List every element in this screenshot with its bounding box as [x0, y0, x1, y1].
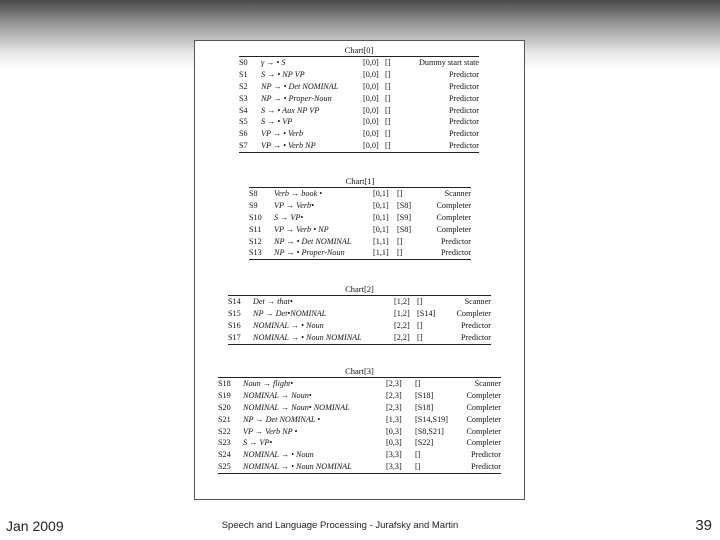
- operation: Completer: [466, 390, 501, 400]
- state-id: S14: [228, 297, 241, 306]
- backpointers: []: [415, 379, 421, 388]
- backpointers: []: [385, 141, 391, 151]
- chart-state-row: [239, 140, 479, 152]
- state-id: S8: [249, 189, 258, 198]
- chart-state-row: [228, 332, 491, 344]
- span-position: [0,3]: [386, 426, 402, 436]
- dotted-rule: S → VP•: [274, 212, 304, 222]
- operation: Scanner: [464, 297, 491, 306]
- chart-state-row: [228, 320, 491, 332]
- state-id: S10: [249, 212, 262, 222]
- span-position: [0,3]: [386, 438, 402, 448]
- state-id: S16: [228, 320, 241, 330]
- chart-title: Chart[0]: [239, 45, 479, 57]
- chart-state-row: [239, 81, 479, 93]
- chart-rows: [249, 188, 471, 260]
- backpointers: []: [415, 462, 421, 472]
- dotted-rule: NOMINAL → • Noun: [253, 320, 324, 330]
- chart-rows: [228, 296, 491, 345]
- chart-3: [218, 366, 501, 474]
- span-position: [0,0]: [363, 129, 379, 139]
- state-id: S0: [239, 58, 248, 67]
- span-position: [3,3]: [386, 450, 402, 460]
- state-id: S3: [239, 93, 248, 103]
- state-id: S23: [218, 438, 231, 448]
- state-id: S13: [249, 248, 262, 258]
- span-position: [1,2]: [394, 297, 410, 306]
- span-position: [3,3]: [386, 462, 402, 472]
- backpointers: [S18]: [415, 402, 434, 412]
- state-id: S20: [218, 402, 231, 412]
- state-id: S7: [239, 141, 248, 151]
- backpointers: []: [397, 236, 403, 246]
- span-position: [1,1]: [373, 248, 389, 258]
- chart-state-row: [218, 378, 501, 390]
- span-position: [0,0]: [363, 105, 379, 115]
- state-id: S21: [218, 414, 231, 424]
- dotted-rule: NP → • Det NOMINAL: [261, 81, 339, 91]
- chart-state-row: [249, 247, 471, 259]
- dotted-rule: Noun → flight•: [243, 379, 294, 388]
- chart-state-row: [228, 308, 491, 320]
- dotted-rule: S → • VP: [261, 117, 293, 127]
- dotted-rule: Det → that•: [253, 297, 293, 306]
- operation: Predictor: [470, 450, 501, 460]
- span-position: [0,0]: [363, 81, 379, 91]
- chart-state-row: [228, 296, 491, 308]
- backpointers: []: [385, 129, 391, 139]
- span-position: [2,3]: [386, 402, 402, 412]
- backpointers: [S9]: [397, 212, 412, 222]
- operation: Completer: [456, 308, 491, 318]
- span-position: [0,0]: [363, 69, 379, 79]
- operation: Completer: [466, 414, 501, 424]
- dotted-rule: NOMINAL → • Noun NOMINAL: [253, 332, 362, 342]
- backpointers: []: [417, 297, 423, 306]
- chart-state-row: [218, 437, 501, 449]
- span-position: [2,3]: [386, 379, 402, 388]
- backpointers: []: [385, 93, 391, 103]
- state-id: S24: [218, 450, 231, 460]
- dotted-rule: NP → Det•NOMINAL: [253, 308, 327, 318]
- span-position: [0,1]: [373, 189, 389, 198]
- chart-2: [228, 284, 491, 345]
- span-position: [0,1]: [373, 224, 389, 234]
- dotted-rule: NOMINAL → • Noun NOMINAL: [243, 462, 352, 472]
- operation: Dummy start state: [418, 58, 479, 67]
- earley-chart-figure: [194, 40, 525, 500]
- chart-title: Chart[1]: [249, 176, 471, 188]
- chart-state-row: [239, 57, 479, 69]
- backpointers: []: [415, 450, 421, 460]
- page-number: 39: [695, 517, 712, 534]
- dotted-rule: NOMINAL → Noun• NOMINAL: [243, 402, 350, 412]
- operation: Scanner: [474, 379, 501, 388]
- chart-state-row: [249, 188, 471, 200]
- chart-state-row: [218, 414, 501, 426]
- operation: Predictor: [448, 129, 479, 139]
- dotted-rule: Verb → book •: [274, 189, 323, 198]
- operation: Predictor: [440, 236, 471, 246]
- chart-state-row: [218, 426, 501, 438]
- footer-title: Speech and Language Processing - Jurafsky and Martin: [221, 520, 459, 531]
- chart-0: [239, 45, 479, 153]
- chart-title: Chart[3]: [218, 366, 501, 378]
- chart-state-row: [218, 402, 501, 414]
- state-id: S25: [218, 462, 231, 472]
- operation: Predictor: [448, 69, 479, 79]
- operation: Completer: [436, 224, 471, 234]
- backpointers: [S22]: [415, 438, 434, 448]
- chart-rows: [218, 378, 501, 474]
- operation: Predictor: [460, 332, 491, 342]
- dotted-rule: VP → Verb NP •: [243, 426, 298, 436]
- operation: Predictor: [460, 320, 491, 330]
- state-id: S15: [228, 308, 241, 318]
- operation: Predictor: [448, 93, 479, 103]
- dotted-rule: VP → • Verb NP: [261, 141, 316, 151]
- dotted-rule: NP → Det NOMINAL •: [243, 414, 321, 424]
- backpointers: []: [385, 81, 391, 91]
- operation: Predictor: [440, 248, 471, 258]
- dotted-rule: VP → Verb•: [274, 200, 315, 210]
- chart-title: Chart[2]: [228, 284, 491, 296]
- operation: Completer: [466, 426, 501, 436]
- state-id: S11: [249, 224, 262, 234]
- chart-1: [249, 176, 471, 260]
- operation: Predictor: [448, 105, 479, 115]
- span-position: [2,2]: [394, 332, 410, 342]
- backpointers: []: [397, 189, 403, 198]
- operation: Predictor: [470, 462, 501, 472]
- span-position: [0,0]: [363, 58, 379, 67]
- chart-state-row: [249, 236, 471, 248]
- state-id: S22: [218, 426, 231, 436]
- span-position: [1,1]: [373, 236, 389, 246]
- operation: Completer: [466, 402, 501, 412]
- chart-state-row: [239, 69, 479, 81]
- backpointers: [S14,S19]: [415, 414, 448, 424]
- span-position: [0,0]: [363, 93, 379, 103]
- dotted-rule: NOMINAL → Noun•: [243, 390, 312, 400]
- span-position: [1,2]: [394, 308, 410, 318]
- backpointers: []: [417, 332, 423, 342]
- span-position: [1,3]: [386, 414, 402, 424]
- dotted-rule: VP → Verb • NP: [274, 224, 329, 234]
- chart-state-row: [218, 449, 501, 461]
- backpointers: [S14]: [417, 308, 436, 318]
- backpointers: [S8,S21]: [415, 426, 444, 436]
- footer-date: Jan 2009: [6, 518, 64, 534]
- state-id: S6: [239, 129, 248, 139]
- chart-state-row: [239, 105, 479, 117]
- backpointers: [S8]: [397, 224, 412, 234]
- dotted-rule: NP → • Proper-Noun: [274, 248, 345, 258]
- operation: Scanner: [444, 189, 471, 198]
- state-id: S12: [249, 236, 262, 246]
- operation: Completer: [436, 200, 471, 210]
- dotted-rule: S → VP•: [243, 438, 273, 448]
- chart-state-row: [249, 224, 471, 236]
- span-position: [2,2]: [394, 320, 410, 330]
- chart-state-row: [218, 461, 501, 473]
- span-position: [2,3]: [386, 390, 402, 400]
- span-position: [0,0]: [363, 141, 379, 151]
- dotted-rule: NP → • Proper-Noun: [261, 93, 332, 103]
- dotted-rule: NP → • Det NOMINAL: [274, 236, 352, 246]
- state-id: S2: [239, 81, 248, 91]
- backpointers: [S8]: [397, 200, 412, 210]
- operation: Completer: [466, 438, 501, 448]
- chart-state-row: [249, 212, 471, 224]
- state-id: S9: [249, 200, 258, 210]
- state-id: S17: [228, 332, 241, 342]
- dotted-rule: NOMINAL → • Noun: [243, 450, 314, 460]
- state-id: S1: [239, 69, 248, 79]
- operation: Completer: [436, 212, 471, 222]
- chart-state-row: [239, 128, 479, 140]
- span-position: [0,1]: [373, 212, 389, 222]
- backpointers: []: [385, 117, 391, 127]
- backpointers: []: [385, 58, 391, 67]
- chart-state-row: [218, 390, 501, 402]
- backpointers: [S18]: [415, 390, 434, 400]
- state-id: S5: [239, 117, 248, 127]
- operation: Predictor: [448, 117, 479, 127]
- backpointers: []: [385, 105, 391, 115]
- chart-rows: [239, 57, 479, 153]
- span-position: [0,0]: [363, 117, 379, 127]
- dotted-rule: S → • Aux NP VP: [261, 105, 320, 115]
- state-id: S18: [218, 379, 231, 388]
- dotted-rule: S → • NP VP: [261, 69, 305, 79]
- operation: Predictor: [448, 141, 479, 151]
- chart-state-row: [249, 200, 471, 212]
- backpointers: []: [417, 320, 423, 330]
- dotted-rule: VP → • Verb: [261, 129, 304, 139]
- dotted-rule: γ → • S: [261, 58, 286, 67]
- chart-state-row: [239, 116, 479, 128]
- span-position: [0,1]: [373, 200, 389, 210]
- operation: Predictor: [448, 81, 479, 91]
- state-id: S4: [239, 105, 248, 115]
- backpointers: []: [385, 69, 391, 79]
- backpointers: []: [397, 248, 403, 258]
- state-id: S19: [218, 390, 231, 400]
- chart-state-row: [239, 93, 479, 105]
